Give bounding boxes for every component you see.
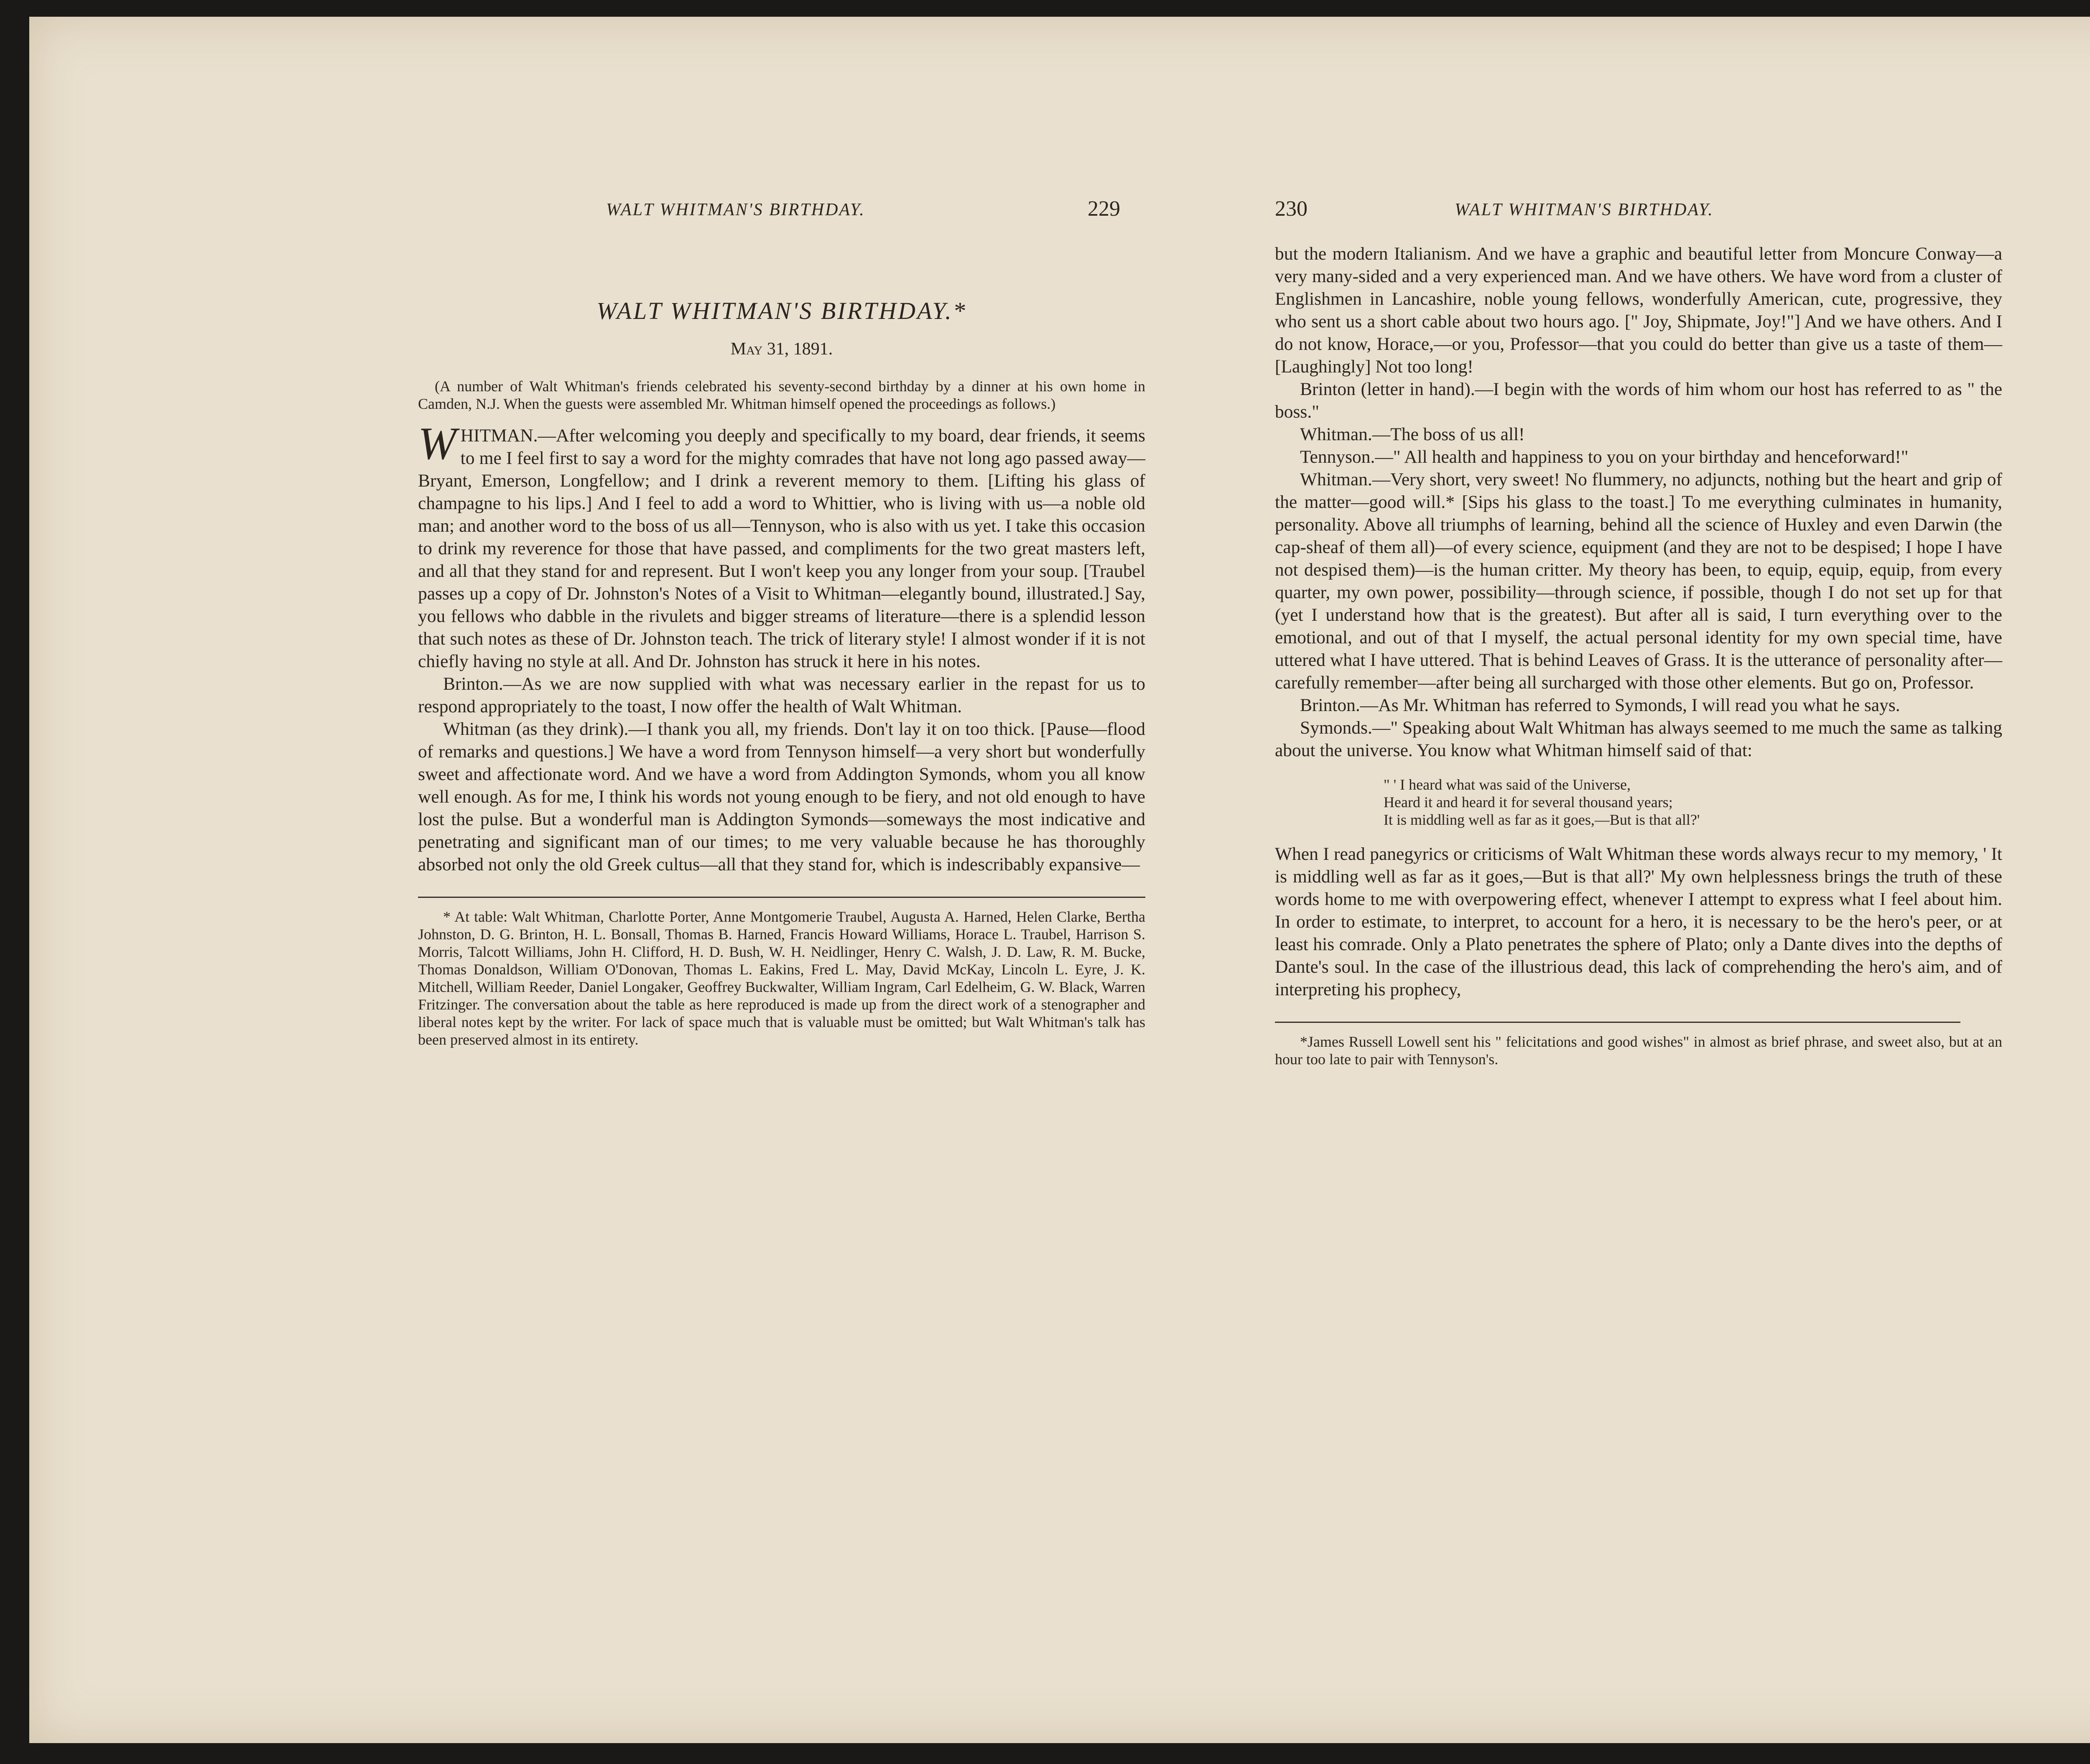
page-number: 229 <box>1088 197 1120 221</box>
paragraph: Whitman.—The boss of us all! <box>1300 424 1525 444</box>
page-number: 230 <box>1275 197 1308 221</box>
drop-cap: W <box>418 418 456 469</box>
paragraph: Tennyson.—" All health and happiness to you on your birthday and henceforward!" <box>1300 447 1909 467</box>
paragraph: Brinton.—As Mr. Whitman has referred to Symonds, I will read you what he says. <box>1300 695 1900 715</box>
intro-note: (A number of Walt Whitman's friends celebrated his seventy-second birthday by a dinner at his own home in Camden, N.J. When the guests were assembled Mr. Whitman himself opened the proceedings as follows.) <box>418 378 1145 412</box>
paragraph: Brinton.—As we are now supplied with what was necessary earlier in the repast for us to respond appropriately to the toast, I now offer the health of Walt Whitman. <box>418 674 1145 716</box>
right-page <box>1275 196 2002 1068</box>
paper-sheet <box>29 17 2090 1743</box>
paragraph: Symonds.—" Speaking about Walt Whitman has always seemed to me much the same as talking about the universe. You know what Whitman himself said of that: <box>1275 718 2002 760</box>
running-head-title: WALT WHITMAN'S BIRTHDAY. <box>606 200 865 219</box>
footnote-rule <box>1275 1022 1960 1023</box>
paragraph: Brinton (letter in hand).—I begin with the words of him whom our host has referred to as " the boss." <box>1275 379 2002 422</box>
paragraph: When I read panegyrics or criticisms of Walt Whitman these words always recur to my memory, ' It is middling well as far as it goes,—But is that all?' My own helplessness brings the truth of these words home to me with overpowering effect, whenever I attempt to express what I feel about him. In order to estimate, to interpret, to account for a hero, it is necessary to be the hero's peer, or at least his comrade. Only a Plato penetrates the sphere of Plato; only a Dante dives into the depths of Dante's soul. In the case of the illustrious dead, this lack of comprehending the hero's aim, and of interpreting his prophecy, <box>1275 844 2002 999</box>
page-body <box>1275 242 2002 1068</box>
paragraph: Whitman.—Very short, very sweet! No flummery, no adjuncts, nothing but the heart and grip of the matter—good will.* [Sips his glass to the toast.] To me everything culminates in humanity, personality. Above all triumphs of learning, behind all the science of Huxley and even Darwin (the cap-sheaf of them all)—of every science, equipment (and they are not to be despised; I hope I have not despised them)—is the human critter. My theory has been, to equip, equip, equip, from every quarter, my own power, possibility—through science, if possible, though I do not set up for that (yet I understand how that is the greatest). But after all is said, I turn everything over to the emotional, and out of that I myself, the actual personal identity for my own special time, have uttered what I have uttered. That is behind Leaves of Grass. It is the utterance of personality after—carefully remember—after being all surcharged with those other elements. But go on, Professor. <box>1275 469 2002 693</box>
footnote: *James Russell Lowell sent his " felicitations and good wishes" in almost as brief phrase, and sweet also, but at an hour too late to pair with Tennyson's. <box>1275 1033 2002 1068</box>
left-page <box>418 196 1145 1048</box>
paragraph-text: HITMAN.—After welcoming you deeply and specifically to my board, dear friends, it seems to me I feel first to say a word for the mighty comrades that have not long ago passed away—Bryant, Emerson, Longfellow; and I drink a reverent memory to them. [Lifting his glass of champagne to his lips.] And I feel to add a word to Whittier, who is living with us—a noble old man; and another word to the boss of us all—Tennyson, who is also with us yet. I take this occasion to drink my reverence for those that have passed, and compliments for the two great masters left, and all that they stand for and represent. But I won't keep you any longer from your soup. [Traubel passes up a copy of Dr. Johnston's Notes of a Visit to Whitman—elegantly bound, illustrated.] Say, you fellows who dabble in the rivulets and bigger streams of literature—there is a splendid lesson that such notes as these of Dr. Johnston teach. The trick of literary style! I almost wonder if it is not chiefly having no style at all. And Dr. Johnston has struck it here in his notes. <box>418 426 1145 671</box>
footnote: * At table: Walt Whitman, Charlotte Porter, Anne Montgomerie Traubel, Augusta A. Harned, Helen Clarke, Bertha Johnston, D. G. Brinton, H. L. Bonsall, Thomas B. Harned, Francis Howard Williams, Horace L. Traubel, Harrison S. Morris, Talcott Williams, John H. Clifford, H. D. Bush, W. H. Neidlinger, Henry C. Walsh, J. D. Law, R. M. Bucke, Thomas Donaldson, William O'Donovan, Thomas L. Eakins, Fred L. May, David McKay, Lincoln L. Eyre, J. K. Mitchell, William Reeder, Daniel Longaker, Geoffrey Buckwalter, William Ingram, Carl Edelheim, G. W. Black, Warren Fritzinger. The conversation about the table as here reproduced is made up from the direct work of a stenographer and liberal notes kept by the writer. For lack of space much that is valuable must be omitted; but Walt Whitman's talk has been preserved almost in its entirety. <box>418 908 1145 1048</box>
running-head-title: WALT WHITMAN'S BIRTHDAY. <box>1455 200 1714 219</box>
verse-quote <box>1384 776 2002 828</box>
paragraph <box>418 418 1145 673</box>
footnote-rule <box>418 897 1145 898</box>
quote-line: Heard it and heard it for several thousand years; <box>1384 794 1673 811</box>
running-header <box>1275 196 2002 234</box>
quote-line: " ' I heard what was said of the Universe, <box>1384 776 1631 793</box>
quote-line: It is middling well as far as it goes,—But is that all?' <box>1384 811 1700 828</box>
paragraph: but the modern Italianism. And we have a graphic and beautiful letter from Moncure Conway—a very many-sided and a very experienced man. And we have others. We have word from a cluster of Englishmen in Lancashire, noble young fellows, wonderfully American, cute, progressive, they who sent us a short cable about two hours ago. [" Joy, Shipmate, Joy!"] And we have others. And I do not know, Horace,—or you, Professor—that you could do better than give us a taste of them—[Laughingly] Not too long! <box>1275 244 2002 377</box>
paragraph: Whitman (as they drink).—I thank you all, my friends. Don't lay it on too thick. [Pause—flood of remarks and questions.] We have a word from Tennyson himself—a very short but wonderfully sweet and affectionate word. And we have a word from Addington Symonds, whom you all know well enough. As for me, I think his words not young enough to be fiery, and not old enough to have lost the pulse. But a wonderful man is Addington Symonds—someways the most indicative and penetrating and significant man of our times; to me very valuable because he has thoroughly absorbed not only the old Greek cultus—all that they stand for, which is indescribably expansive— <box>418 719 1145 874</box>
article-title: WALT WHITMAN'S BIRTHDAY.* <box>596 297 967 324</box>
running-header <box>418 196 1145 234</box>
article-date: May 31, 1891. <box>730 339 833 359</box>
